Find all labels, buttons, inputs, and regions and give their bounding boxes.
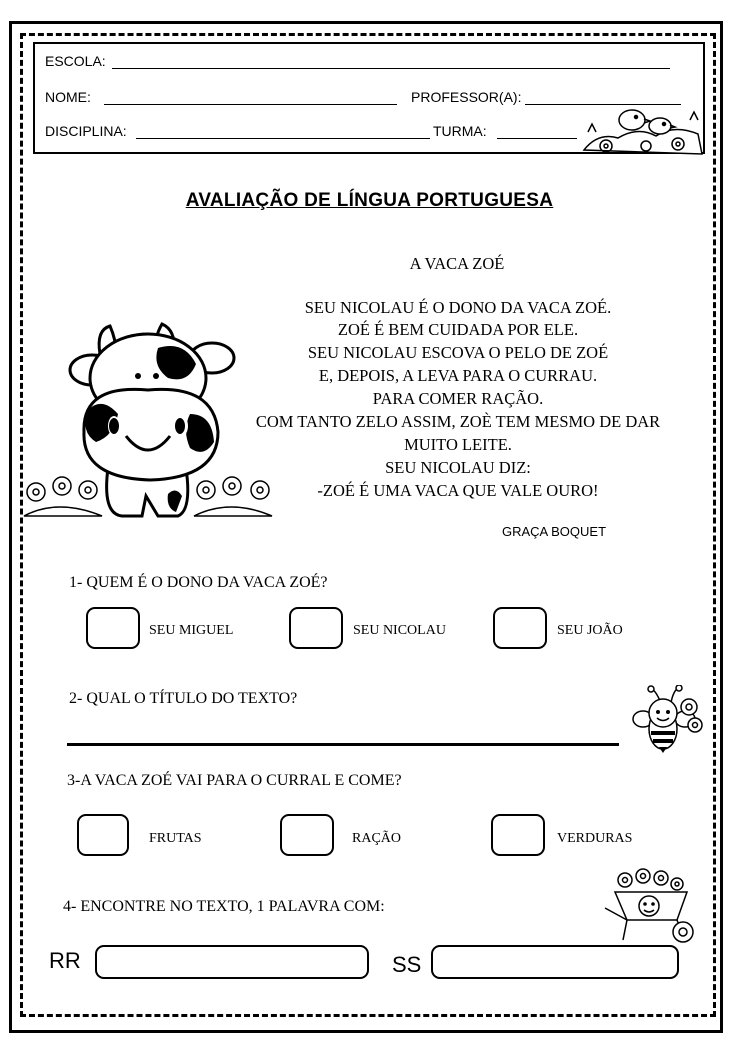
rr-answer-box[interactable] bbox=[95, 945, 369, 979]
story-line: -ZOÉ É UMA VACA QUE VALE OURO! bbox=[317, 481, 599, 500]
q3-option-1-label: FRUTAS bbox=[149, 831, 202, 846]
q1-option-2-label: SEU NICOLAU bbox=[353, 623, 446, 638]
q2-answer-line[interactable] bbox=[67, 743, 619, 746]
story-line: PARA COMER RAÇÃO. bbox=[372, 389, 544, 408]
story-line: E, DEPOIS, A LEVA PARA O CURRAU. bbox=[318, 366, 598, 385]
ss-label: SS bbox=[392, 952, 422, 977]
question-4: 4- ENCONTRE NO TEXTO, 1 PALAVRA COM: bbox=[63, 898, 385, 915]
q3-option-2-checkbox[interactable] bbox=[280, 814, 334, 856]
cow-icon bbox=[18, 318, 280, 528]
q1-option-2-checkbox[interactable] bbox=[289, 607, 343, 649]
story-title: A VACA ZOÉ bbox=[409, 254, 505, 273]
turma-label: TURMA: bbox=[433, 123, 487, 139]
ss-answer-box[interactable] bbox=[431, 945, 679, 979]
turma-field[interactable] bbox=[497, 138, 577, 139]
professor-label: PROFESSOR(A): bbox=[411, 89, 522, 105]
escola-field[interactable] bbox=[112, 68, 670, 69]
q1-option-3-label: SEU JOÃO bbox=[557, 623, 623, 638]
question-2: 2- QUAL O TÍTULO DO TEXTO? bbox=[69, 690, 298, 707]
q1-option-1-label: SEU MIGUEL bbox=[149, 623, 234, 638]
bee-icon bbox=[627, 685, 705, 755]
disciplina-label: DISCIPLINA: bbox=[45, 123, 127, 139]
story-line: SEU NICOLAU É O DONO DA VACA ZOÉ. bbox=[304, 298, 612, 317]
story-line: ZOÉ É BEM CUIDADA POR ELE. bbox=[337, 320, 579, 339]
question-1: 1- QUEM É O DONO DA VACA ZOÉ? bbox=[69, 574, 328, 591]
story-line: SEU NICOLAU DIZ: bbox=[385, 458, 531, 477]
nome-label: NOME: bbox=[45, 89, 91, 105]
q3-option-1-checkbox[interactable] bbox=[77, 814, 129, 856]
page-title: AVALIAÇÃO DE LÍNGUA PORTUGUESA bbox=[185, 190, 554, 211]
question-3: 3-A VACA ZOÉ VAI PARA O CURRAL E COME? bbox=[67, 772, 402, 789]
q3-option-2-label: RAÇÃO bbox=[352, 831, 402, 846]
q3-option-3-checkbox[interactable] bbox=[491, 814, 545, 856]
q3-option-3-label: VERDURAS bbox=[557, 831, 633, 846]
story-author: GRAÇA BOQUET bbox=[502, 524, 607, 539]
rr-label: RR bbox=[49, 948, 81, 973]
escola-label: ESCOLA: bbox=[45, 53, 106, 69]
nome-field[interactable] bbox=[104, 104, 397, 105]
flower-wheelbarrow-icon bbox=[603, 868, 695, 946]
story-line: SEU NICOLAU ESCOVA O PELO DE ZOÉ bbox=[307, 343, 609, 362]
q1-option-3-checkbox[interactable] bbox=[493, 607, 547, 649]
birds-flowers-icon bbox=[578, 102, 706, 156]
disciplina-field[interactable] bbox=[136, 138, 430, 139]
story-line: COM TANTO ZELO ASSIM, ZOÈ TEM MESMO DE DAR bbox=[255, 412, 661, 431]
q1-option-1-checkbox[interactable] bbox=[86, 607, 140, 649]
story-line: MUITO LEITE. bbox=[404, 435, 512, 454]
